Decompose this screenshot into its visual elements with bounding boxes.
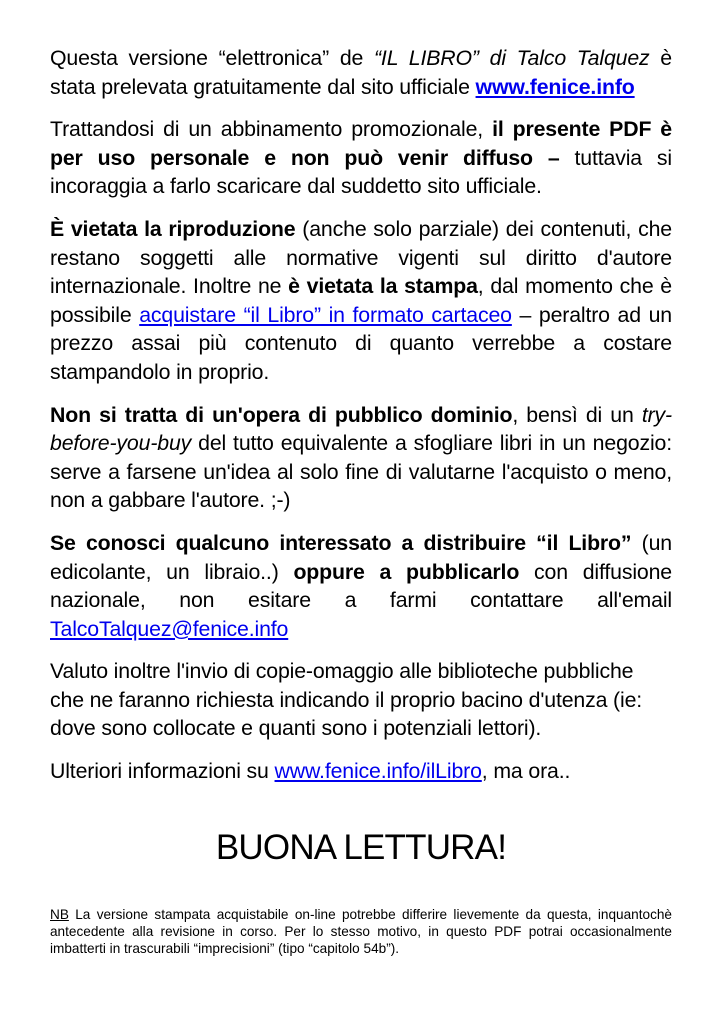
public-domain-text-2: del tutto equivalente a sfogliare libri in un negozio: serve a farsene un'idea al solo fine di valutarne l'acquisto o meno, non a gabbare l'autore. ;-) [50, 431, 672, 513]
public-domain-text-1: , bensì di un [512, 402, 642, 427]
intro-text-1: Questa versione “elettronica” de [50, 46, 374, 70]
libraries-paragraph: Valuto inoltre l'invio di copie-omaggio alle biblioteche pubbliche che ne faranno richiesta indicando il proprio bacino d'utenza (ie: dove sono collocate e quanti sono i potenziali lettori). [50, 659, 643, 741]
not-public-domain: Non si tratta di un'opera di pubblico dominio [50, 402, 513, 427]
intro-text-2: è stata prelevata gratuitamente dal sito ufficiale [50, 46, 672, 99]
distribution-text-2: con diffusione nazionale, non esitare a farmi contattare all'email [50, 559, 672, 613]
prohibition-text-1: (anche solo parziale) dei contenuti, che restano soggetti alle normative vigenti sul diritto d'autore internazionale. Inoltre ne [50, 216, 672, 299]
reproduction-ban: È vietata la riproduzione [50, 216, 296, 241]
print-ban: è vietata la stampa [288, 274, 478, 299]
distribution-paragraph [50, 529, 672, 643]
buy-paper-book-link[interactable]: acquistare “il Libro” in formato cartaceo [139, 302, 512, 327]
author-email-link[interactable]: TalcoTalquez@fenice.info [50, 616, 289, 641]
prohibition-paragraph [50, 215, 672, 387]
book-title: “IL LIBRO” di Talco Talquez [373, 46, 650, 70]
personal-use-notice: il presente PDF è per uso personale e non può venir diffuso – [50, 117, 672, 170]
more-info-paragraph [50, 757, 672, 786]
intro-paragraph [50, 44, 672, 101]
footnote-text: La versione stampata acquistabile on-line potrebbe differire lievemente da questa, inquantochè antecedente alla revisione in corso. Per lo stesso motivo, in questo PDF potrai occasionalmente imbatterti in trascurabili “imprecisioni” (tipo “capitolo 54b”). [50, 906, 672, 957]
document-page [50, 44, 672, 958]
official-site-link[interactable]: www.fenice.info [475, 74, 635, 99]
public-domain-paragraph [50, 401, 672, 515]
promo-text-1: Trattandosi di un abbinamento promozionale, [50, 117, 493, 142]
book-page-link[interactable]: www.fenice.info/ilLibro [274, 759, 482, 784]
publisher-request: oppure a pubblicarlo [293, 559, 520, 584]
distributor-request: Se conosci qualcuno interessato a distribuire “il Libro” [50, 530, 632, 555]
prohibition-text-3: – peraltro ad un prezzo assai più contenuto di quanto verrebbe a costare stampandolo in proprio. [50, 302, 672, 384]
try-before-you-buy: try-before-you-buy [50, 402, 672, 456]
promo-paragraph [50, 115, 672, 201]
footnote-label: NB [50, 906, 69, 922]
headline: BUONA LETTURA! [215, 827, 507, 867]
distribution-text-1: (un edicolante, un libraio..) [50, 530, 672, 584]
more-info-text-1: Ulteriori informazioni su [50, 759, 275, 784]
footnote [50, 906, 672, 958]
prohibition-text-2: , dal momento che è possibile [50, 274, 672, 327]
promo-text-2: tuttavia si incoraggia a farlo scaricare dal suddetto sito ufficiale. [50, 145, 672, 199]
more-info-text-2: , ma ora.. [481, 759, 571, 784]
